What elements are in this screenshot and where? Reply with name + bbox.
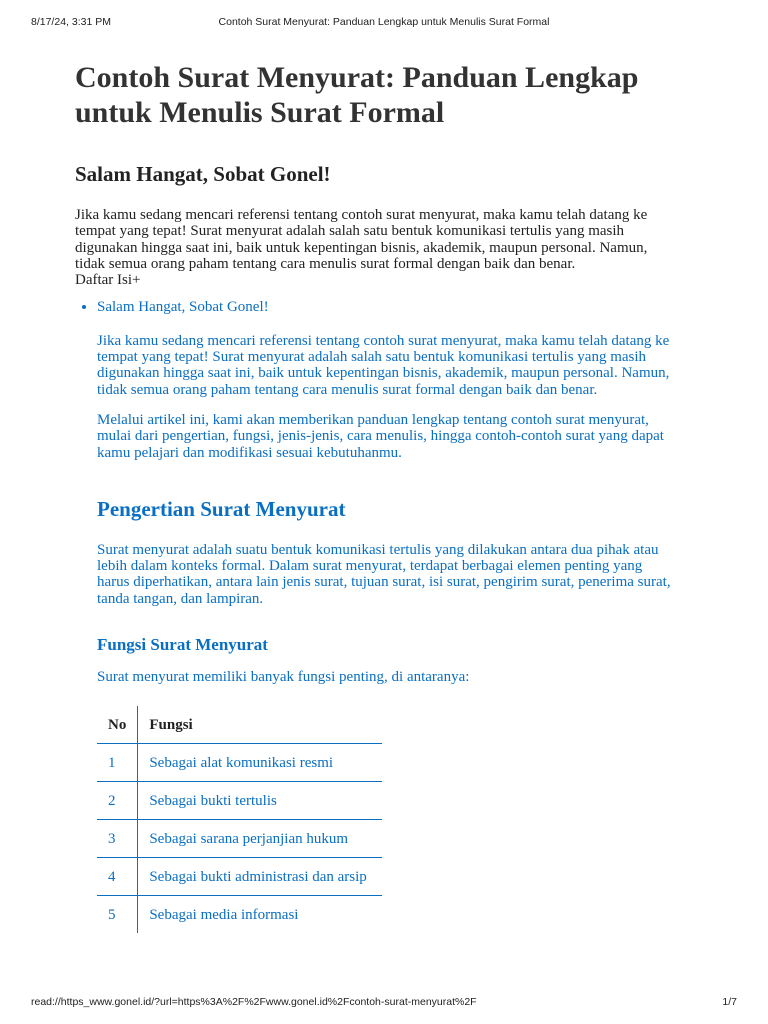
page-number: 1/7 xyxy=(722,996,737,1008)
print-header xyxy=(31,16,737,30)
table-header-row xyxy=(97,706,382,744)
table-row xyxy=(97,782,382,820)
toc-list xyxy=(75,299,675,933)
toc-item-label[interactable]: • Salam Hangat, Sobat Gonel! xyxy=(97,299,269,316)
toc-paragraph-2: Melalui artikel ini, kami akan memberikan panduan lengkap tentang contoh surat menyurat, mulai dari pengertian, fungsi, jenis-jenis, cara menulis, hingga contoh-contoh surat yang dapat kamu pelajari dan modifikasi sesuai kebutuhanmu. xyxy=(97,411,664,461)
table-cell-fungsi: Sebagai media informasi xyxy=(149,906,299,923)
intro-paragraph xyxy=(75,207,675,288)
section-fungsi-heading: Fungsi Surat Menyurat xyxy=(97,635,268,655)
print-page-title: Contoh Surat Menyurat: Panduan Lengkap untuk Menulis Surat Formal xyxy=(218,16,550,28)
section-pengertian-text: Surat menyurat adalah suatu bentuk komunikasi tertulis yang dilakukan antara dua pihak atau lebih dalam konteks formal. Dalam surat menyurat, terdapat berbagai elemen penting yang harus diperhatikan, antara lain jenis surat, tujuan surat, isi surat, pengirim surat, penerima surat, tanda tangan, dan lampiran. xyxy=(97,541,671,607)
table-row xyxy=(97,744,382,782)
table-row xyxy=(97,858,382,896)
article xyxy=(75,60,675,933)
table-cell-no: 5 xyxy=(97,896,138,934)
table-cell-fungsi: Sebagai bukti tertulis xyxy=(138,782,383,820)
intro-text: Jika kamu sedang mencari referensi tentang contoh surat menyurat, maka kamu telah datang ke tempat yang tepat! Surat menyurat adalah salah satu bentuk komunikasi tertulis yang masih digunakan hingga saat ini, baik untuk kepentingan bisnis, akademik, maupun personal. Namun, tidak semua orang paham tentang cara menulis surat formal dengan baik dan benar. xyxy=(75,207,648,272)
table-row xyxy=(97,896,382,934)
table-cell-no: 2 xyxy=(97,782,138,820)
fungsi-table xyxy=(97,706,382,933)
table-header-no: No xyxy=(97,706,138,744)
table-cell-no: 1 xyxy=(97,744,138,782)
toc-item-block xyxy=(97,299,675,933)
table-cell-fungsi: Sebagai alat komunikasi resmi xyxy=(138,744,383,782)
table-cell-no: 3 xyxy=(97,820,138,858)
table-header-fungsi: Fungsi xyxy=(138,706,383,744)
section-pengertian-heading: Pengertian Surat Menyurat xyxy=(97,496,346,521)
print-footer xyxy=(31,996,737,1010)
toc-item[interactable] xyxy=(97,299,675,933)
article-title: Contoh Surat Menyurat: Panduan Lengkap untuk Menulis Surat Formal xyxy=(75,61,639,129)
table-cell-fungsi: Sebagai bukti administrasi dan arsip xyxy=(138,858,383,896)
table-cell-no: 4 xyxy=(97,858,138,896)
greeting-heading: Salam Hangat, Sobat Gonel! xyxy=(75,162,331,186)
print-url: read://https_www.gonel.id/?url=https%3A%2F%2Fwww.gonel.id%2Fcontoh-surat-menyurat%2F xyxy=(31,996,477,1008)
table-cell-fungsi: Sebagai sarana perjanjian hukum xyxy=(138,820,383,858)
toc-paragraph-1: Jika kamu sedang mencari referensi tentang contoh surat menyurat, maka kamu telah datang ke tempat yang tepat! Surat menyurat adalah salah satu bentuk komunikasi tertulis yang masih digunakan hingga saat ini, baik untuk kepentingan bisnis, akademik, maupun personal. Namun, tidak semua orang paham tentang cara menulis surat formal dengan baik dan benar. xyxy=(97,332,670,398)
print-datetime: 8/17/24, 3:31 PM xyxy=(31,16,111,28)
table-row xyxy=(97,820,382,858)
section-fungsi-text: Surat menyurat memiliki banyak fungsi penting, di antaranya: xyxy=(97,669,470,686)
toc-toggle[interactable]: Daftar Isi+ xyxy=(75,272,141,289)
